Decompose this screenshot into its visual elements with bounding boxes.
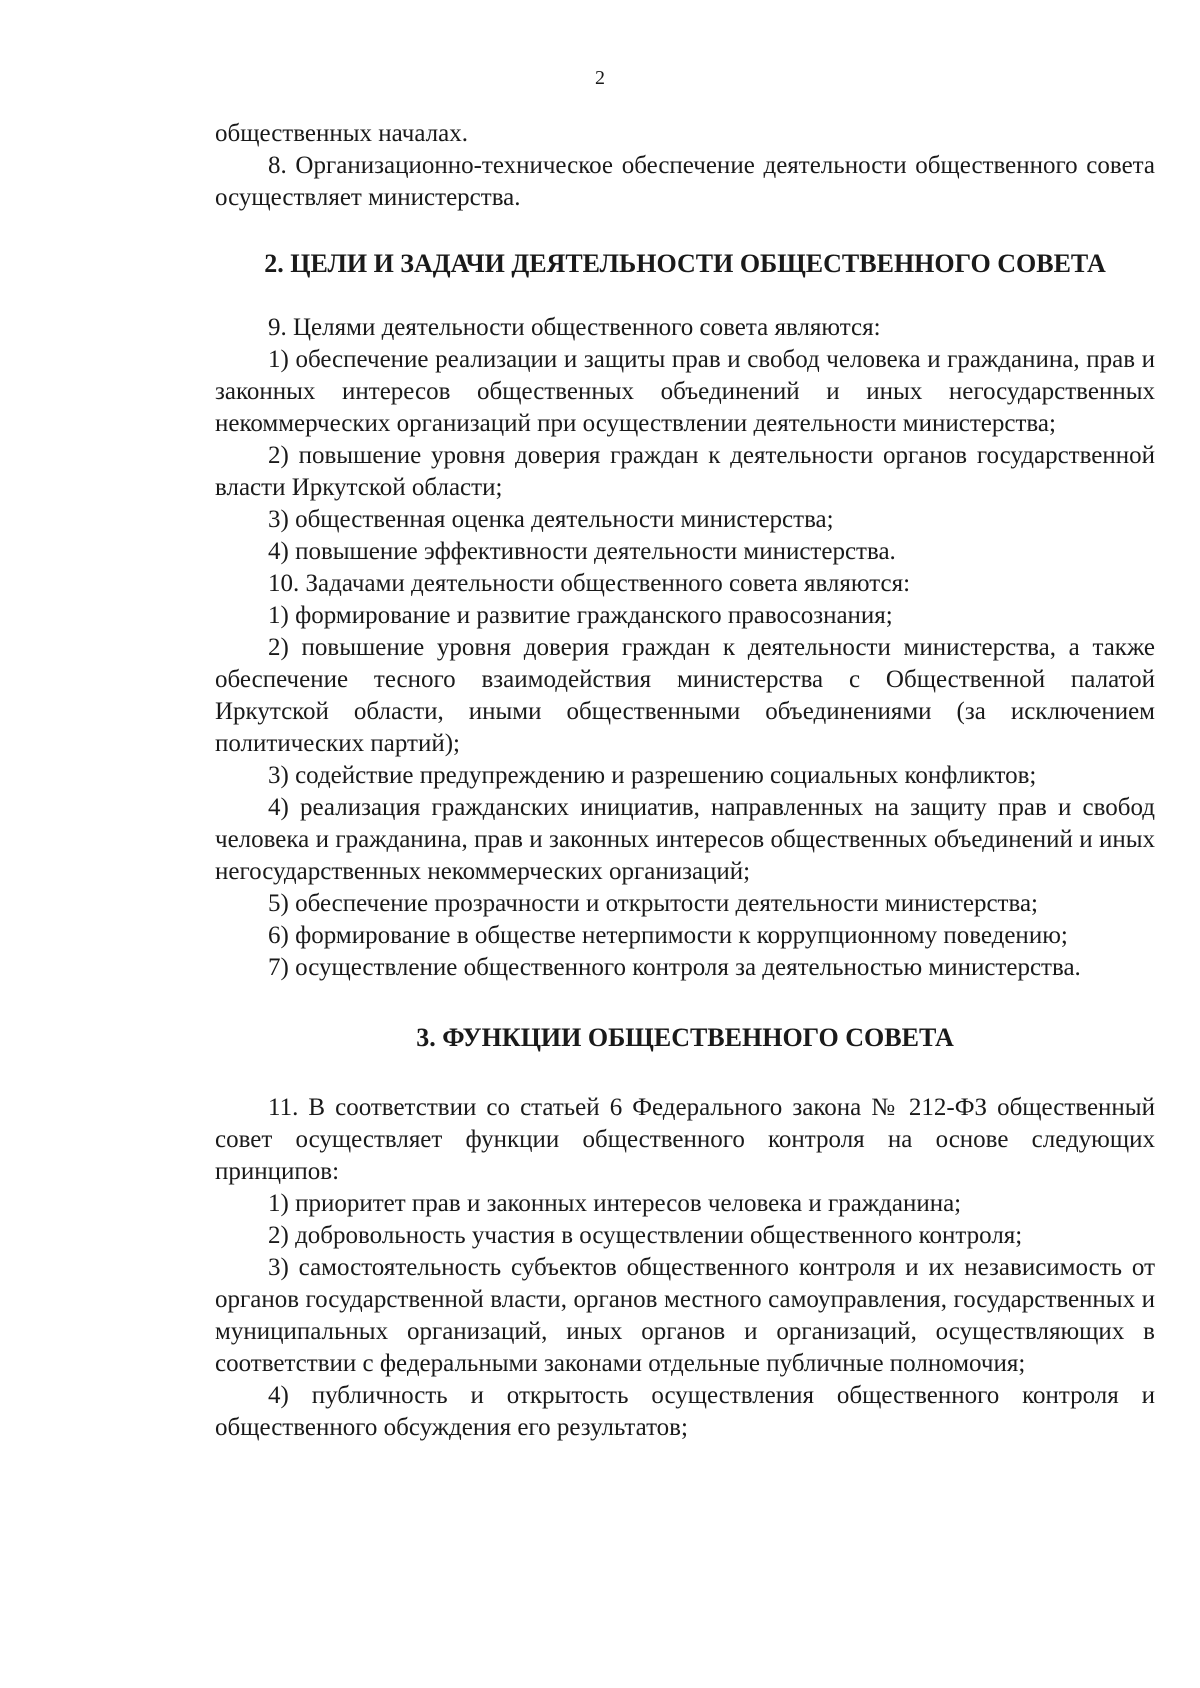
paragraph: общественных началах.	[215, 120, 468, 147]
document-body	[215, 118, 1155, 1444]
paragraph: 2) добровольность участия в осуществлении общественного контроля;	[268, 1222, 1023, 1249]
paragraph: 7) осуществление общественного контроля за деятельностью министерства.	[268, 954, 1081, 981]
paragraph: 6) формирование в обществе нетерпимости к коррупционному поведению;	[268, 922, 1068, 949]
paragraph: 4) повышение эффективности деятельности министерства.	[268, 538, 896, 565]
paragraph: 1) обеспечение реализации и защиты прав и свобод человека и гражданина, прав и законных интересов общественных объединений и иных негосударственных некоммерческих организаций при осуществлении деятельности министерства;	[215, 346, 1155, 437]
paragraph: 3) общественная оценка деятельности министерства;	[268, 506, 834, 533]
paragraph: 2) повышение уровня доверия граждан к деятельности министерства, а также обеспечение тесного взаимодействия министерства с Общественной палатой Иркутской области, иными общественными объединениями (за исключением политических партий);	[215, 634, 1155, 757]
paragraph: 3) содействие предупреждению и разрешению социальных конфликтов;	[268, 762, 1037, 789]
paragraph: 1) формирование и развитие гражданского правосознания;	[268, 602, 893, 629]
paragraph: 11. В соответствии со статьей 6 Федерального закона № 212-ФЗ общественный совет осуществляет функции общественного контроля на основе следующих принципов:	[215, 1094, 1155, 1185]
paragraph: 10. Задачами деятельности общественного совета являются:	[268, 570, 911, 597]
paragraph: 3) самостоятельность субъектов общественного контроля и их независимость от органов государственной власти, органов местного самоуправления, государственных и муниципальных организаций, иных органов и организаций, осуществляющих в соответствии с федеральными законами отдельные публичные полномочия;	[215, 1254, 1155, 1377]
paragraph: 4) публичность и открытость осуществления общественного контроля и общественного обсуждения его результатов;	[215, 1382, 1155, 1441]
paragraph: 5) обеспечение прозрачности и открытости деятельности министерства;	[268, 890, 1038, 917]
paragraph: 8. Организационно-техническое обеспечение деятельности общественного совета осуществляет министерства.	[215, 152, 1155, 211]
page-number: 2	[595, 67, 605, 89]
section-heading: 2. ЦЕЛИ И ЗАДАЧИ ДЕЯТЕЛЬНОСТИ ОБЩЕСТВЕННОГО СОВЕТА	[264, 249, 1106, 278]
paragraph: 2) повышение уровня доверия граждан к деятельности органов государственной власти Иркутской области;	[215, 442, 1155, 501]
paragraph: 4) реализация гражданских инициатив, направленных на защиту прав и свобод человека и гражданина, прав и законных интересов общественных объединений и иных негосударственных некоммерческих организаций;	[215, 794, 1155, 885]
paragraph: 9. Целями деятельности общественного совета являются:	[268, 314, 881, 341]
paragraph: 1) приоритет прав и законных интересов человека и гражданина;	[268, 1190, 962, 1217]
section-heading: 3. ФУНКЦИИ ОБЩЕСТВЕННОГО СОВЕТА	[416, 1023, 954, 1052]
